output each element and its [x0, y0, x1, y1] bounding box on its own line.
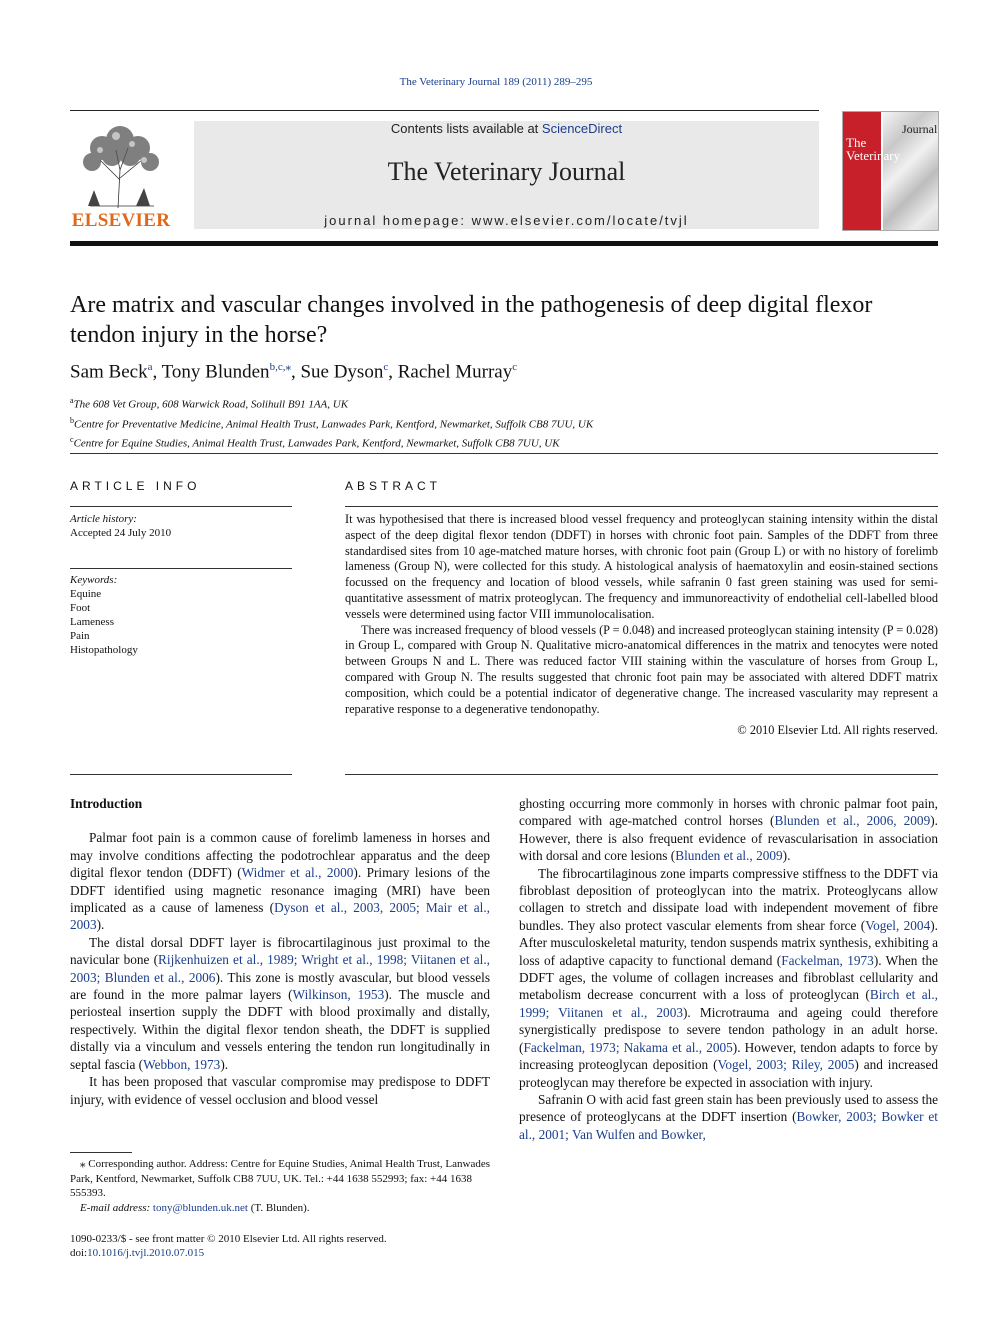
- author-name: Tony Blunden: [161, 361, 270, 383]
- body-paragraph: Palmar foot pain is a common cause of forelimb lameness in horses and may involve conditions affecting the podotrochlear apparatus and the deep digital flexor tendon (DDFT) (Widmer et al., 2000). Primary lesions of the DDFT identified using magnetic resonance imaging (MRI) have been implicated as a cause of lameness (Dyson et al., 2003, 2005; Mair et al., 2003).: [70, 830, 490, 933]
- body-paragraph: The fibrocartilaginous zone imparts compressive stiffness to the DDFT via fibroblast deposition of proteoglycan into the matrix. Proteoglycans allow collagen to stretch and dissipate load with independent movement of fibre bundles. They also protect vascular elements from shear force (Vogel, 2004). After musculoskeletal maturity, tendon suspends matrix synthesis, exhibiting a loss of adaptive capacity to functional demand (Fackelman, 1973). When the DDFT ages, the volume of collagen increases and fibroblast cellularity and metabolism decrease concurrent with a loss of proteoglycan (Birch et al., 1999; Viitanen et al., 2003). Microtrauma and ageing could therefore synergistically predispose to severe tendon pathology in an adult horse. (Fackelman, 1973; Nakama et al., 2005). However, tendon adapts to force by increasing proteoglycan deposition (Vogel, 2003; Riley, 2005) and increased proteoglycan may therefore be expected in association with injury.: [519, 865, 939, 1090]
- author-affil-mark[interactable]: c: [512, 361, 518, 373]
- citation-link[interactable]: Wilkinson, 1953: [292, 987, 385, 1003]
- footnote-rule: [70, 1152, 132, 1153]
- cover-red-band: [843, 112, 881, 230]
- corresponding-text: ⁎ Corresponding author. Address: Centre for Equine Studies, Animal Health Trust, Lanwades Park, Kentford, Newmarket, Suffolk CB8 7UU, UK. Tel.: +44 1638 552993; fax: +44 1638 555393.: [70, 1158, 491, 1199]
- keywords-rule: [70, 568, 292, 569]
- keyword: Lameness: [70, 616, 114, 628]
- header-divider: [70, 110, 819, 111]
- email-label: E-mail address:: [80, 1201, 151, 1214]
- citation-link[interactable]: Fackelman, 1973; Nakama et al., 2005: [523, 1039, 733, 1055]
- body-paragraph: The distal dorsal DDFT layer is fibrocartilaginous just proximal to the navicular bone (Rijkenhuizen et al., 1989; Wright et al., 1998; Viitanen et al., 2003; Blunden et al., 2006). This zone is mostly avascular, but blood vessels are found in the more palmar layers (Wilkinson, 1953). The muscle and periosteal insertion supply the DDFT with blood proximally and distally, respectively. Within the digital flexor tendon sheath, the DDFT is supplied distally via a vinculum and vessels entering the tendon run longitudinally in septal fascia (Webbon, 1973).: [70, 934, 490, 1072]
- doi-label: doi:: [70, 1247, 88, 1259]
- article-history: [70, 512, 171, 540]
- email-suffix: (T. Blunden).: [250, 1201, 310, 1214]
- introduction-heading: Introduction: [70, 796, 143, 811]
- elsevier-tree-icon: [70, 120, 172, 210]
- email-link[interactable]: tony@blunden.uk.net: [152, 1201, 248, 1214]
- author-name: Sam Beck: [70, 361, 148, 383]
- body-column-right: [519, 795, 938, 1143]
- doi-link[interactable]: 10.1016/j.tvjl.2010.07.015: [87, 1247, 205, 1259]
- keyword: Histopathology: [70, 644, 138, 656]
- article-info-rule: [70, 506, 292, 507]
- citation-link[interactable]: Bowker, 2003; Bowker et al., 2001; Van Wulfen and Bowker,: [519, 1109, 938, 1142]
- affiliation-text: The 608 Vet Group, 608 Warwick Road, Solihull B91 1AA, UK: [73, 398, 349, 411]
- article-info-end-rule: [70, 774, 292, 775]
- keyword: Equine: [70, 588, 102, 600]
- citation-link[interactable]: Vogel, 2004: [865, 917, 931, 933]
- issn-line: 1090-0233/$ - see front matter © 2010 Elsevier Ltd. All rights reserved.: [70, 1233, 387, 1245]
- article-info-heading: ARTICLE INFO: [70, 479, 201, 493]
- contents-prefix: Contents lists available at: [390, 121, 542, 136]
- elsevier-wordmark: ELSEVIER: [71, 210, 171, 231]
- abstract-body: [345, 512, 938, 739]
- author-name: Sue Dyson: [300, 361, 384, 383]
- elsevier-logo: [70, 120, 172, 232]
- cover-title-line: Veterinary: [846, 148, 901, 163]
- cover-title: [846, 122, 938, 163]
- author-list: Sam Beck$^a$, Tony Blunden$^{b,c,⁎}$, Sue Dyson$^c$, Rachel Murray$^c$: [70, 361, 518, 383]
- section-divider: [70, 453, 938, 454]
- history-value: Accepted 24 July 2010: [70, 527, 172, 539]
- journal-cover-thumbnail: [842, 111, 939, 231]
- affiliation-mark: c: [70, 435, 74, 445]
- citation-link[interactable]: Blunden et al., 2009: [675, 848, 783, 864]
- citation-link[interactable]: Vogel, 2003; Riley, 2005: [717, 1057, 855, 1073]
- contents-line: [194, 121, 819, 136]
- body-paragraph: It has been proposed that vascular compromise may predispose to DDFT injury, with evidence of vessel occlusion and blood vessel: [70, 1074, 490, 1107]
- journal-banner: [194, 121, 819, 229]
- header-thick-rule: [70, 241, 938, 246]
- keyword: Pain: [70, 630, 90, 642]
- journal-homepage[interactable]: journal homepage: www.elsevier.com/locate/tvjl: [324, 213, 689, 228]
- abstract-heading: ABSTRACT: [345, 479, 442, 493]
- citation-link[interactable]: Dyson et al., 2003, 2005; Mair et al., 2003: [70, 900, 490, 933]
- cover-title-line: Journal: [902, 122, 938, 136]
- citation-link[interactable]: Rijkenhuizen et al., 1989; Wright et al., 1998; Viitanen et al., 2003; Blunden et al., 2006: [70, 952, 490, 985]
- article-identifiers: [70, 1232, 387, 1260]
- author-name: Rachel Murray: [397, 361, 513, 383]
- sciencedirect-link[interactable]: ScienceDirect: [541, 121, 623, 136]
- citation-link[interactable]: Blunden et al., 2006, 2009: [774, 813, 931, 829]
- article-title: Are matrix and vascular changes involved in the pathogenesis of deep digital flexor tendon injury in the horse?: [70, 292, 873, 348]
- citation-link[interactable]: Birch et al., 1999; Viitanen et al., 2003: [519, 987, 939, 1020]
- journal-reference[interactable]: The Veterinary Journal 189 (2011) 289–295: [399, 76, 593, 88]
- affiliation-text: Centre for Equine Studies, Animal Health Trust, Lanwades Park, Kentford, Newmarket, Suffolk CB8 7UU, UK: [73, 437, 560, 450]
- keywords-block: [70, 573, 138, 657]
- citation-link[interactable]: Widmer et al., 2000: [241, 865, 354, 881]
- affiliation-line: [70, 393, 593, 413]
- affiliation-line: [70, 432, 593, 452]
- abstract-end-rule: [345, 774, 938, 775]
- cover-title-line: The: [846, 135, 867, 150]
- affiliation-text: Centre for Preventative Medicine, Animal Health Trust, Lanwades Park, Kentford, Newmarket, Suffolk CB8 7UU, UK: [74, 418, 594, 431]
- abstract-paragraph: There was increased frequency of blood vessels (P = 0.048) and increased proteoglycan staining intensity (P = 0.028) in Group L, compared with Group N. Qualitative micro-anatomical differences in the matrix and tenocytes were noted between Groups N and L. There was reduced factor VIII staining within the vasculature of horses from Group L, compared with Group N. The results suggested that chronic foot pain may be associated with altered DDFT matrix composition, which could be a potential indicator of degenerative change. The increased vascularity may represent a reparative response to a degenerative tendonopathy.: [345, 622, 938, 716]
- author-affil-mark[interactable]: c: [383, 361, 389, 373]
- abstract-paragraph: It was hypothesised that there is increased blood vessel frequency and proteoglycan staining intensity within the distal aspect of the deep digital flexor tendon (DDFT) in horses with chronic foot pain. Samples of the DDFT from three standardised sites from 10 age-matched mature horses, with chronic foot pain (Group L) or with no history of forelimb lameness (Group N), were collected for this study. A histological analysis of haematoxylin and eosin-stained sections focussed on the frequency and location of blood vessels, while safranin 0 fast green staining was used for semi-quantitative assessment of matrix proteoglycan. The frequency and immunoreactivity of endothelial cell-labelled blood vessels were determined using factor VIII immunolocalisation.: [345, 512, 938, 621]
- email-line: [70, 1201, 490, 1216]
- keyword: Foot: [70, 602, 91, 614]
- body-paragraph: Safranin O with acid fast green stain has been previously used to assess the presence of proteoglycans at the DDFT insertion (Bowker, 2003; Bowker et al., 2001; Van Wulfen and Bowker,: [519, 1091, 938, 1142]
- author-affil-mark[interactable]: b,c,⁎: [269, 361, 291, 373]
- affiliation-mark: b: [70, 415, 74, 425]
- history-label: Article history:: [70, 513, 137, 525]
- abstract-rule: [345, 506, 938, 507]
- body-paragraph: ghosting occurring more commonly in horses with chronic palmar foot pain, compared with age-matched control horses (Blunden et al., 2006, 2009). However, there is also frequent evidence of revascularisation in association with dorsal and core lesions (Blunden et al., 2009).: [519, 796, 938, 864]
- journal-title: The Veterinary Journal: [387, 157, 626, 186]
- affiliations: [70, 393, 593, 452]
- affiliation-mark: a: [70, 396, 74, 405]
- copyright-notice: © 2010 Elsevier Ltd. All rights reserved.: [737, 723, 938, 738]
- citation-link[interactable]: Fackelman, 1973: [781, 952, 874, 968]
- doi-line: [70, 1246, 387, 1260]
- affiliation-line: [70, 413, 593, 433]
- citation-link[interactable]: Webbon, 1973: [143, 1056, 221, 1072]
- author-affil-mark[interactable]: a: [147, 361, 153, 373]
- keywords-label: Keywords:: [70, 574, 118, 586]
- corresponding-author-footnote: [70, 1157, 490, 1215]
- body-column-left: [70, 795, 490, 1108]
